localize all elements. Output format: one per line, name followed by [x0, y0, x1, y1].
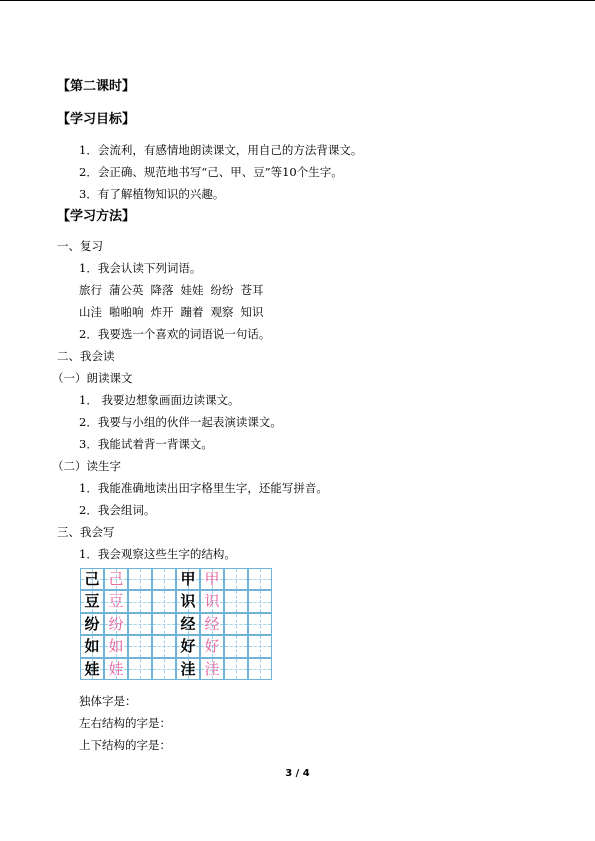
write-item: 1．我会观察这些生字的结构。: [79, 547, 236, 561]
trace-character: 纷: [108, 614, 124, 633]
grid-cell: [152, 635, 176, 657]
goal-item: 2．会正确、规范地书写“己、甲、豆”等10个生字。: [79, 165, 343, 179]
goals-heading: 【学习目标】: [57, 112, 136, 127]
trace-character: 识: [204, 592, 220, 611]
goal-item: 1．会流利，有感情地朗读课文，用自己的方法背课文。: [79, 143, 363, 157]
word: 蒲公英: [109, 283, 144, 297]
read-item: 1．我能准确地读出田字格里生字，还能写拼音。: [79, 481, 328, 495]
word: 观察: [210, 305, 234, 319]
model-character: 洼: [180, 659, 196, 678]
grid-cell: [248, 613, 272, 635]
word-row: [79, 305, 271, 319]
grid-cell: [152, 658, 176, 680]
model-character: 经: [180, 614, 196, 633]
top-rule: [0, 0, 595, 1]
grid-cell: [248, 635, 272, 657]
model-character: 纷: [84, 614, 100, 633]
trace-character: 洼: [204, 659, 220, 678]
review-item: 1．我会认读下列词语。: [79, 261, 202, 275]
word: 知识: [240, 305, 264, 319]
trace-character: 甲: [204, 570, 220, 588]
lesson-title: 【第二课时】: [57, 79, 136, 94]
word: 娃娃: [180, 283, 204, 297]
model-character: 甲: [180, 570, 196, 588]
word: 蹦着: [180, 305, 204, 319]
grid-cell: [248, 568, 272, 590]
read-subsection-title: （一）朗读课文: [52, 371, 133, 385]
blank-line: 上下结构的字是：: [79, 738, 171, 752]
grid-cell: [224, 613, 248, 635]
model-character: 识: [180, 592, 196, 611]
tianzige-grid: [80, 568, 275, 680]
model-character: 好: [180, 637, 196, 656]
grid-cell: [152, 568, 176, 590]
grid-cell: [128, 658, 152, 680]
trace-character: 如: [108, 637, 124, 656]
model-character: 己: [84, 570, 100, 588]
word: 旅行: [79, 283, 102, 297]
word-row: [79, 283, 271, 297]
review-item: 2．我要选一个喜欢的词语说一句话。: [79, 327, 271, 341]
goal-item: 3．有了解植物知识的兴趣。: [79, 187, 225, 201]
trace-character: 豆: [108, 592, 124, 611]
grid-cell: [128, 635, 152, 657]
page-number: 3 / 4: [285, 768, 310, 779]
model-character: 如: [84, 637, 100, 656]
trace-character: 好: [204, 637, 220, 656]
read-item: 3．我能试着背一背课文。: [79, 437, 213, 451]
word: 啪啪响: [109, 305, 144, 319]
section-write-title: 三、我会写: [57, 525, 115, 539]
model-character: 豆: [84, 592, 100, 611]
grid-cell: [224, 635, 248, 657]
trace-character: 己: [108, 570, 124, 588]
model-character: 娃: [84, 659, 100, 678]
read-item: 2．我会组词。: [79, 503, 156, 517]
read-item: 1． 我要边想象画面边读课文。: [79, 393, 240, 407]
word: 炸开: [150, 305, 174, 319]
grid-cell: [224, 568, 248, 590]
grid-cell: [224, 590, 248, 612]
word: 山洼: [79, 305, 102, 319]
section-review-title: 一、复习: [57, 239, 103, 253]
word: 降落: [150, 283, 174, 297]
grid-cell: [224, 658, 248, 680]
grid-cell: [152, 590, 176, 612]
grid-cell: [152, 613, 176, 635]
trace-character: 经: [204, 614, 220, 633]
grid-cell: [248, 590, 272, 612]
blank-line: 独体字是：: [79, 694, 137, 708]
section-read-title: 二、我会读: [57, 349, 115, 363]
grid-cell: [128, 613, 152, 635]
read-item: 2．我要与小组的伙伴一起表演读课文。: [79, 415, 282, 429]
methods-heading: 【学习方法】: [57, 209, 136, 224]
trace-character: 娃: [108, 659, 124, 678]
grid-cell: [248, 658, 272, 680]
grid-cell: [128, 568, 152, 590]
blank-line: 左右结构的字是：: [79, 716, 171, 730]
word: 纷纷: [210, 283, 234, 297]
grid-cell: [128, 590, 152, 612]
word: 苍耳: [240, 283, 264, 297]
read-subsection-title: （二）读生字: [52, 459, 121, 473]
